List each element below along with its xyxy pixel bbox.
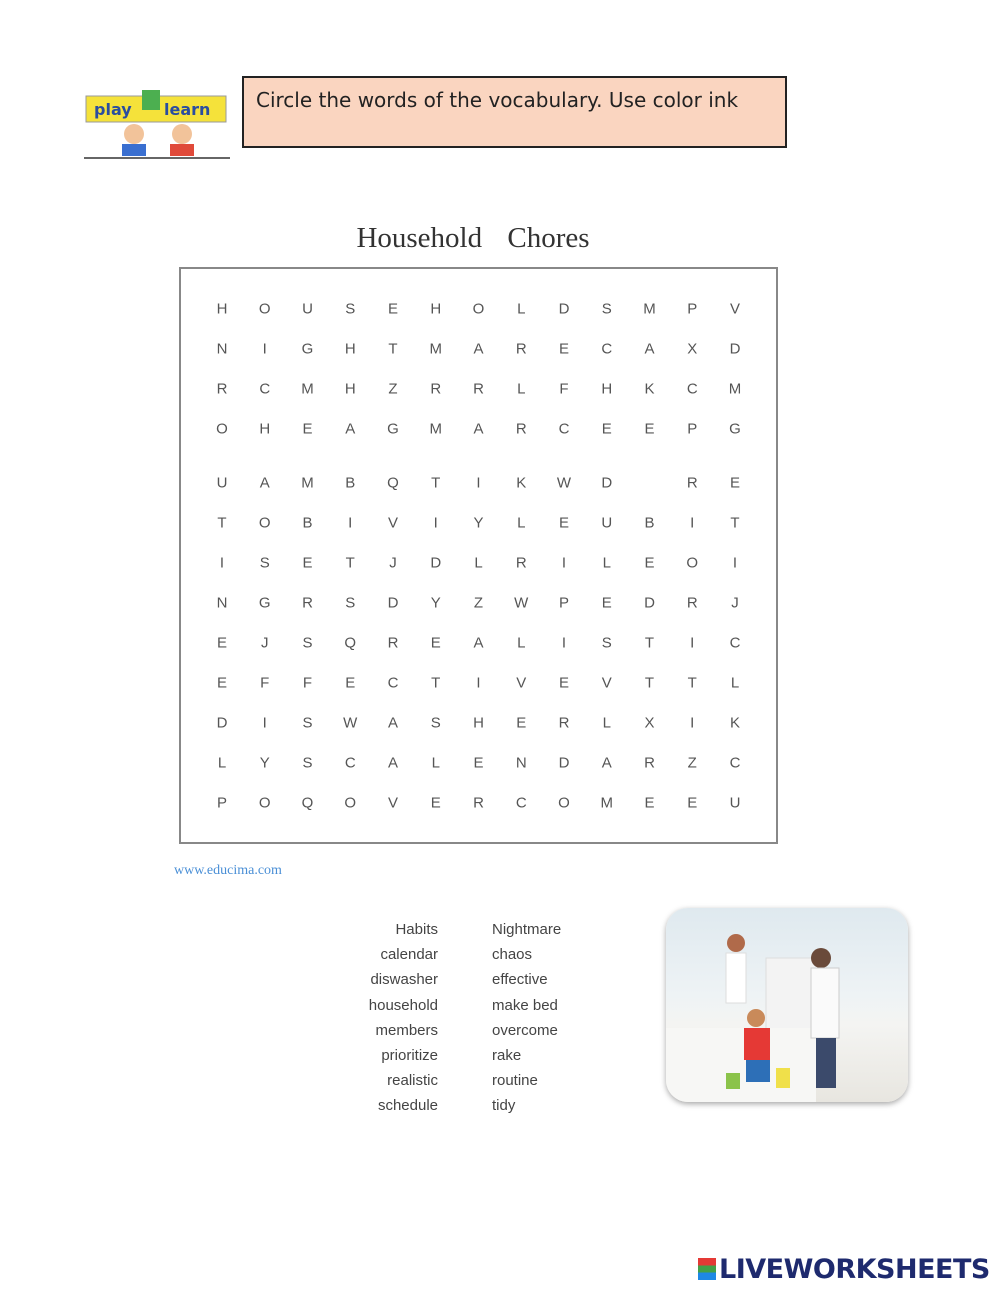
grid-letter[interactable]: U [216,474,228,492]
grid-letter[interactable]: R [686,474,698,492]
grid-letter[interactable]: K [516,474,527,492]
svg-text:play: play [94,100,132,119]
grid-letter[interactable]: R [473,794,484,812]
grid-letter[interactable]: F [302,674,313,692]
grid-letter[interactable]: I [262,340,267,358]
vocabulary-word: make bed [492,996,558,1014]
grid-letter[interactable]: I [690,514,695,532]
grid-letter[interactable]: R [430,380,442,398]
grid-letter[interactable]: X [644,714,655,732]
grid-letter[interactable]: O [258,300,271,318]
grid-letter[interactable]: I [561,634,567,652]
grid-letter[interactable]: G [301,340,314,358]
grid-letter[interactable]: S [601,634,612,652]
grid-letter[interactable]: M [301,474,314,492]
grid-letter[interactable]: G [387,420,399,438]
vocabulary-word: chaos [492,946,533,964]
grid-letter[interactable]: E [601,420,612,438]
grid-letter[interactable]: E [558,340,569,358]
grid-letter[interactable]: Y [473,514,484,532]
grid-letter[interactable]: L [730,674,740,692]
grid-letter[interactable]: O [258,794,271,812]
grid-letter[interactable]: C [686,380,698,398]
grid-letter[interactable]: C [344,754,356,772]
grid-letter[interactable]: E [644,554,655,572]
grid-letter[interactable]: V [601,674,612,692]
grid-letter[interactable]: H [430,300,442,318]
grid-letter[interactable]: E [345,674,356,692]
grid-letter[interactable]: A [345,420,356,438]
grid-letter[interactable]: E [473,754,484,772]
grid-letter[interactable]: S [259,554,270,572]
grid-letter[interactable]: I [219,554,225,572]
vocabulary-word: routine [492,1072,538,1090]
grid-letter[interactable]: S [302,634,313,652]
grid-letter[interactable]: E [387,300,398,318]
grid-letter[interactable]: M [429,340,442,358]
vocabulary-word: schedule [377,1097,438,1115]
grid-letter[interactable]: R [473,380,484,398]
grid-letter[interactable]: W [556,474,572,492]
grid-letter[interactable]: T [644,634,655,652]
grid-letter[interactable]: H [344,380,356,398]
page-title: Household Chores [356,222,590,254]
grid-letter[interactable]: A [387,754,398,772]
grid-letter[interactable]: D [216,714,228,732]
grid-letter[interactable]: D [601,474,613,492]
grid-letter[interactable]: G [729,420,741,438]
grid-letter[interactable]: E [644,794,655,812]
grid-letter[interactable]: E [302,420,313,438]
grid-letter[interactable]: Z [473,594,484,612]
grid-letter[interactable]: E [644,420,655,438]
brand-text: LIVEWORKSHEETS [719,1254,990,1285]
grid-letter[interactable]: C [729,754,741,772]
grid-letter[interactable]: A [473,634,484,652]
grid-letter[interactable]: E [430,794,441,812]
grid-letter[interactable]: I [433,514,438,532]
grid-letter[interactable]: P [216,794,227,812]
grid-letter[interactable]: T [730,514,740,532]
vocabulary-word: tidy [492,1097,516,1115]
grid-letter[interactable]: R [644,754,655,772]
grid-letter[interactable]: P [558,594,569,612]
grid-letter[interactable]: E [430,634,441,652]
grid-letter[interactable]: A [644,340,655,358]
grid-letter[interactable]: A [601,754,612,772]
word-list-right [492,917,561,1119]
svg-text:learn: learn [164,100,211,119]
grid-letter[interactable]: K [729,714,740,732]
grid-letter[interactable]: L [517,380,526,398]
grid-letter[interactable]: I [476,674,481,692]
grid-letter[interactable]: V [387,794,398,812]
grid-letter[interactable]: N [216,340,228,358]
grid-letter[interactable]: U [729,794,741,812]
grid-letter[interactable]: F [559,380,569,398]
grid-letter[interactable]: I [690,634,695,652]
grid-letter[interactable]: R [515,420,527,438]
word-list-left [300,917,438,1119]
grid-letter[interactable]: R [302,594,313,612]
grid-letter[interactable]: I [732,554,738,572]
grid-letter[interactable]: D [387,594,399,612]
grid-letter[interactable]: O [258,514,271,532]
grid-letter[interactable]: H [473,714,484,732]
grid-letter[interactable]: L [431,754,440,772]
grid-letter[interactable]: B [302,514,313,532]
grid-letter[interactable]: A [387,714,398,732]
grid-letter[interactable]: A [473,420,484,438]
grid-letter[interactable]: M [301,380,314,398]
grid-letter[interactable]: W [343,714,358,732]
grid-letter[interactable]: E [216,634,227,652]
grid-letter[interactable]: E [601,594,612,612]
grid-letter[interactable]: I [476,474,481,492]
grid-letter[interactable]: R [216,380,228,398]
grid-letter[interactable]: H [216,300,228,318]
grid-letter[interactable]: A [259,474,270,492]
grid-letter[interactable]: L [517,634,526,652]
grid-letter[interactable]: C [515,794,527,812]
grid-letter[interactable]: T [217,514,227,532]
vocabulary-word: realistic [387,1072,438,1090]
grid-letter[interactable]: G [258,594,271,612]
grid-letter[interactable]: N [515,754,527,772]
liveworksheets-brand [698,1254,990,1285]
grid-letter[interactable]: V [387,514,398,532]
grid-letter[interactable]: E [687,794,698,812]
grid-letter[interactable]: L [602,714,611,732]
vocabulary-word: overcome [492,1021,558,1039]
grid-letter[interactable]: L [474,554,483,572]
grid-letter[interactable]: S [430,714,441,732]
play-and-learn-logo [84,88,230,160]
grid-letter[interactable]: S [302,714,313,732]
vocabulary-word: members [375,1021,438,1039]
grid-letter[interactable]: M [429,420,442,438]
grid-letter[interactable]: D [644,594,655,612]
grid-letter[interactable]: C [558,420,570,438]
liveworksheets-logo-icon [698,1258,716,1280]
grid-letter[interactable]: T [431,474,441,492]
vocabulary-word: diswasher [370,971,438,989]
grid-letter[interactable]: E [558,514,569,532]
grid-letter[interactable]: R [515,340,527,358]
grid-letter[interactable]: O [344,794,357,812]
grid-letter[interactable]: C [259,380,271,398]
grid-letter[interactable]: B [345,474,356,492]
vocabulary-word: rake [492,1047,522,1065]
grid-letter[interactable]: O [216,420,228,438]
grid-letter[interactable]: E [558,674,569,692]
grid-letter[interactable]: T [431,674,441,692]
grid-letter[interactable]: S [302,754,313,772]
grid-letter[interactable]: U [302,300,313,318]
vocabulary-word: prioritize [381,1047,438,1065]
instruction-box: Circle the words of the vocabulary. Use color ink [242,76,787,148]
grid-letter[interactable]: E [302,554,313,572]
grid-letter[interactable]: Z [687,754,697,772]
grid-letter[interactable]: W [514,594,529,612]
grid-letter[interactable]: E [216,674,227,692]
grid-letter[interactable]: V [729,300,740,318]
grid-letter[interactable]: V [516,674,527,692]
grid-letter[interactable]: S [345,594,356,612]
grid-letter[interactable]: D [558,300,570,318]
grid-letter[interactable]: J [389,554,397,572]
grid-letter[interactable]: H [344,340,356,358]
grid-letter[interactable]: M [643,300,656,318]
grid-letter[interactable]: T [644,674,655,692]
grid-letter[interactable]: P [687,300,698,318]
grid-letter[interactable]: T [345,554,355,572]
grid-letter[interactable]: A [473,340,484,358]
grid-letter[interactable]: E [729,474,740,492]
grid-letter[interactable]: R [686,594,698,612]
grid-letter[interactable]: S [345,300,356,318]
vocabulary-word: Nightmare [492,921,562,938]
grid-letter[interactable]: Q [387,474,399,492]
grid-letter[interactable]: X [687,340,698,358]
grid-letter[interactable]: E [516,714,527,732]
grid-letter[interactable]: Z [388,380,398,398]
grid-letter[interactable]: O [686,554,699,572]
grid-letter[interactable]: O [472,300,485,318]
grid-letter[interactable]: T [388,340,398,358]
grid-letter[interactable]: L [517,514,526,532]
grid-letter[interactable]: Y [430,594,441,612]
grid-letter[interactable]: N [216,594,228,612]
grid-letter[interactable]: C [601,340,613,358]
vocabulary-word: household [368,996,438,1014]
grid-letter[interactable]: R [387,634,399,652]
grid-letter[interactable]: H [601,380,613,398]
grid-letter[interactable]: M [728,380,742,398]
grid-letter[interactable]: Y [259,754,270,772]
grid-letter[interactable]: Q [344,634,357,652]
grid-letter[interactable]: S [601,300,612,318]
grid-letter[interactable]: R [515,554,527,572]
grid-letter[interactable]: J [731,594,739,612]
grid-letter[interactable]: C [387,674,399,692]
grid-letter[interactable]: K [644,380,655,398]
vocabulary-word: calendar [380,946,438,964]
vocabulary-word: Habits [395,921,438,938]
grid-letter[interactable]: I [348,514,353,532]
grid-letter[interactable]: R [558,714,570,732]
grid-letter[interactable]: L [602,554,611,572]
vocabulary-word: effective [492,971,548,989]
grid-letter[interactable]: T [687,674,697,692]
grid-letter[interactable]: F [260,674,270,692]
grid-letter[interactable]: I [690,714,695,732]
grid-letter[interactable]: B [644,514,655,532]
word-search-grid [179,267,778,844]
grid-letter[interactable]: O [558,794,570,812]
family-cleaning-photo [666,908,908,1102]
grid-letter[interactable]: C [729,634,741,652]
grid-letter[interactable]: P [687,420,698,438]
grid-letter[interactable]: U [601,514,613,532]
grid-letter[interactable]: D [729,340,741,358]
grid-letter[interactable]: Q [301,794,314,812]
grid-letter[interactable]: I [561,554,567,572]
credit-link[interactable]: www.educima.com [174,863,282,878]
grid-letter[interactable]: H [259,420,271,438]
grid-letter[interactable]: J [261,634,269,652]
grid-letter[interactable]: D [558,754,570,772]
grid-letter[interactable]: M [600,794,613,812]
grid-letter[interactable]: L [217,754,227,772]
grid-letter[interactable]: L [517,300,526,318]
grid-letter[interactable]: D [430,554,442,572]
grid-letter[interactable]: I [262,714,267,732]
